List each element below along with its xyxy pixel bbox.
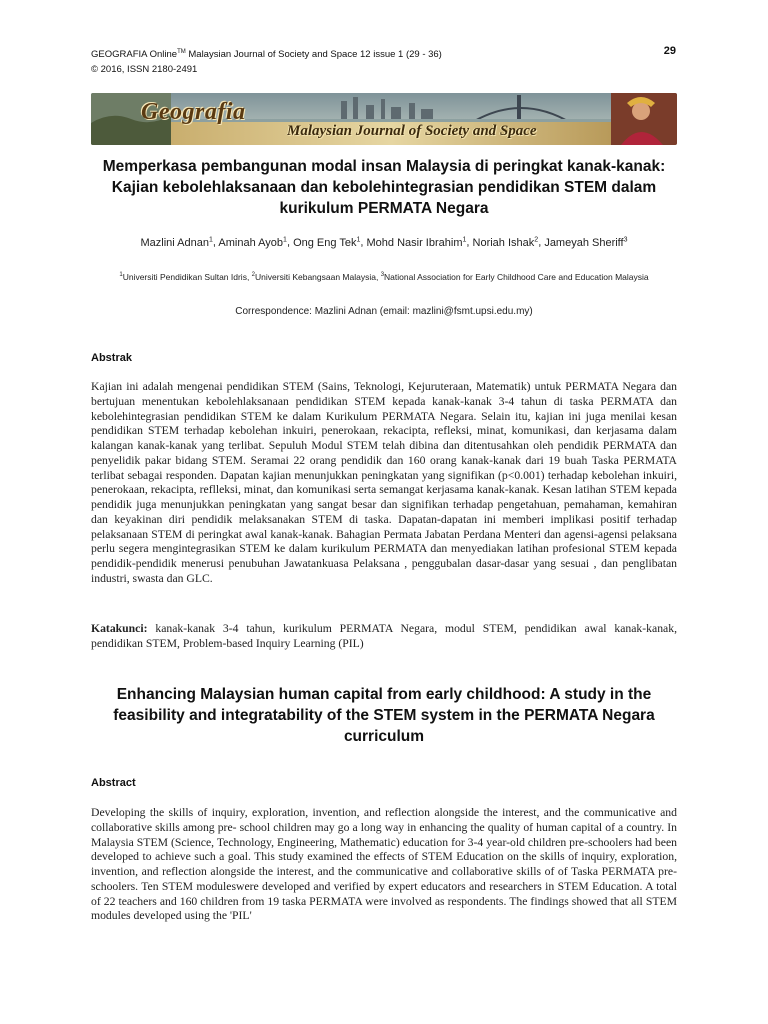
journal-banner	[91, 93, 677, 145]
paper-title-malay: Memperkasa pembangunan modal insan Malaysia di peringkat kanak-kanak: Kajian kebolehlaksanaan dan kebolehintegrasian pendidikan STEM dalam kurikulum PERMATA Negara	[102, 158, 666, 217]
correspondence: Correspondence: Mazlini Adnan (email: mazlini@fsmt.upsi.edu.my)	[235, 306, 533, 317]
keywords-malay	[91, 621, 677, 651]
author: Jameyah Sheriff$^3$	[544, 236, 628, 249]
author: Mazlini Adnan$^1$	[140, 236, 213, 249]
running-header	[91, 45, 442, 77]
affiliations: $^1$Universiti Pendidikan Sultan Idris, $^2$Universiti Kebangsaan Malaysia, $^3$National Association for Early Childhood Care and Education Malaysia	[119, 271, 649, 282]
paper-title-english: Enhancing Malaysian human capital from early childhood: A study in the feasibility and integratability of the STEM system in the PERMATA Negara curriculum	[113, 686, 655, 745]
page-number: 29	[663, 45, 676, 57]
abstrak-body: Kajian ini adalah mengenai pendidikan STEM (Sains, Teknologi, Kejuruteraan, Matematik) untuk PERMATA Negara dan bertujuan menentukan kebolehlaksanaan pendidikan STEM kepada kanak-kanak 3-4 tahun di taska PERMATA dan kebolehintegrasian pendidikan STEM ke dalam Kurikulum PERMATA Negara. Selain itu, kajian ini juga menilai kesan pendidikan STEM terhadap kebolehan inkuiri, penerokaan, rekacipta, refleksi, minat, komunikasi, dan kerjasama dalam kalangan kanak-kanak yang terlibat. Sepuluh Modul STEM telah dibina dan ditentusahkan oleh pendidik PERMATA dan penyelidik pakar bidang STEM. Seramai 22 orang pendidik dan 160 orang kanak-kanak dari 19 buah Taska PERMATA terlibat sebagai responden. Dapatan kajian menunjukkan peningkatan yang signifikan (p<0.001) terhadap kebolehan inkuiri, penerokaan, rekacipta, reflleksi, minat, dan komunikasi serta semangat kerjasama kanak-kanak. Kesan latihan STEM kepada pendidik juga menunjukkan peningkatan yang sangat besar dan signifikan terhadap pengetahuan, pemahaman, kemahiran dan keyakinan diri pendidik melaksanakan STEM di taska. Dapatan-dapatan ini memberi implikasi positif terhadap pelaksanaan STEM di peringkat awal kanak-kanak. Bahagian Permata Jabatan Perdana Menteri dan agensi-agensi pelaksana perlu segera mengintegrasikan STEM ke dalam kurikulum PERMATA dan menyediakan latihan profesional STEM kepada pendidik-pendidik menerusi penubuhan Jawatankuasa Pelaksana , penggubalan dasar-dasar yang sesuai , dan penglibatan industri, swasta dan GLC.	[91, 380, 677, 585]
copyright-line: © 2016, ISSN 2180-2491	[91, 64, 198, 76]
author: Mohd Nasir Ibrahim$^1$	[366, 236, 467, 249]
author: Aminah Ayob$^1$	[218, 236, 287, 249]
banner-title: Geografia	[141, 99, 246, 125]
banner-subtitle: Malaysian Journal of Society and Space	[287, 123, 537, 139]
author: Ong Eng Tek$^1$	[293, 236, 361, 249]
author-list: Mazlini Adnan$^1$, Aminah Ayob$^1$, Ong Eng Tek$^1$, Mohd Nasir Ibrahim$^1$, Noriah Ishak$^2$, Jameyah Sheriff$^3$	[140, 236, 628, 249]
journal-line: GEOGRAFIA Online™ Malaysian Journal of Society and Space 12 issue 1 (29 - 36)	[91, 49, 442, 61]
abstract-heading: Abstract	[91, 777, 136, 789]
keywords-text: kanak-kanak 3-4 tahun, kurikulum PERMATA Negara, modul STEM, pendidikan awal kanak-kanak, pendidikan STEM, Problem-based Inquiry Learning (PIL)	[91, 622, 677, 650]
abstrak-heading: Abstrak	[91, 352, 132, 364]
keywords-label: Katakunci:	[91, 622, 148, 635]
abstract-body: Developing the skills of inquiry, exploration, invention, and reflection alongside the interest, and the communicative and collaborative skills among pre- school children may go a long way in enhancing the quality of human capital of a country. In Malaysia STEM (Science, Technology, Engineering, Mathematic) education for 3-4 year-old children pre-schoolers had been developed to achieve such a goal. This study examined the effects of STEM Education on the skills of inquiry, exploration, invention, and reflection alongside the interest, and the communicative and collaborative skills of of Taska PERMATA pre-schoolers. Ten STEM moduleswere developed and verified by expert educators and researchers in STEM Education. A total of 22 teachers and 160 children from 19 taska PERMATA were involved as respondents. The findings showed that all STEM modules developed using the 'PIL'	[91, 806, 677, 923]
author: Noriah Ishak$^2$	[472, 236, 539, 249]
